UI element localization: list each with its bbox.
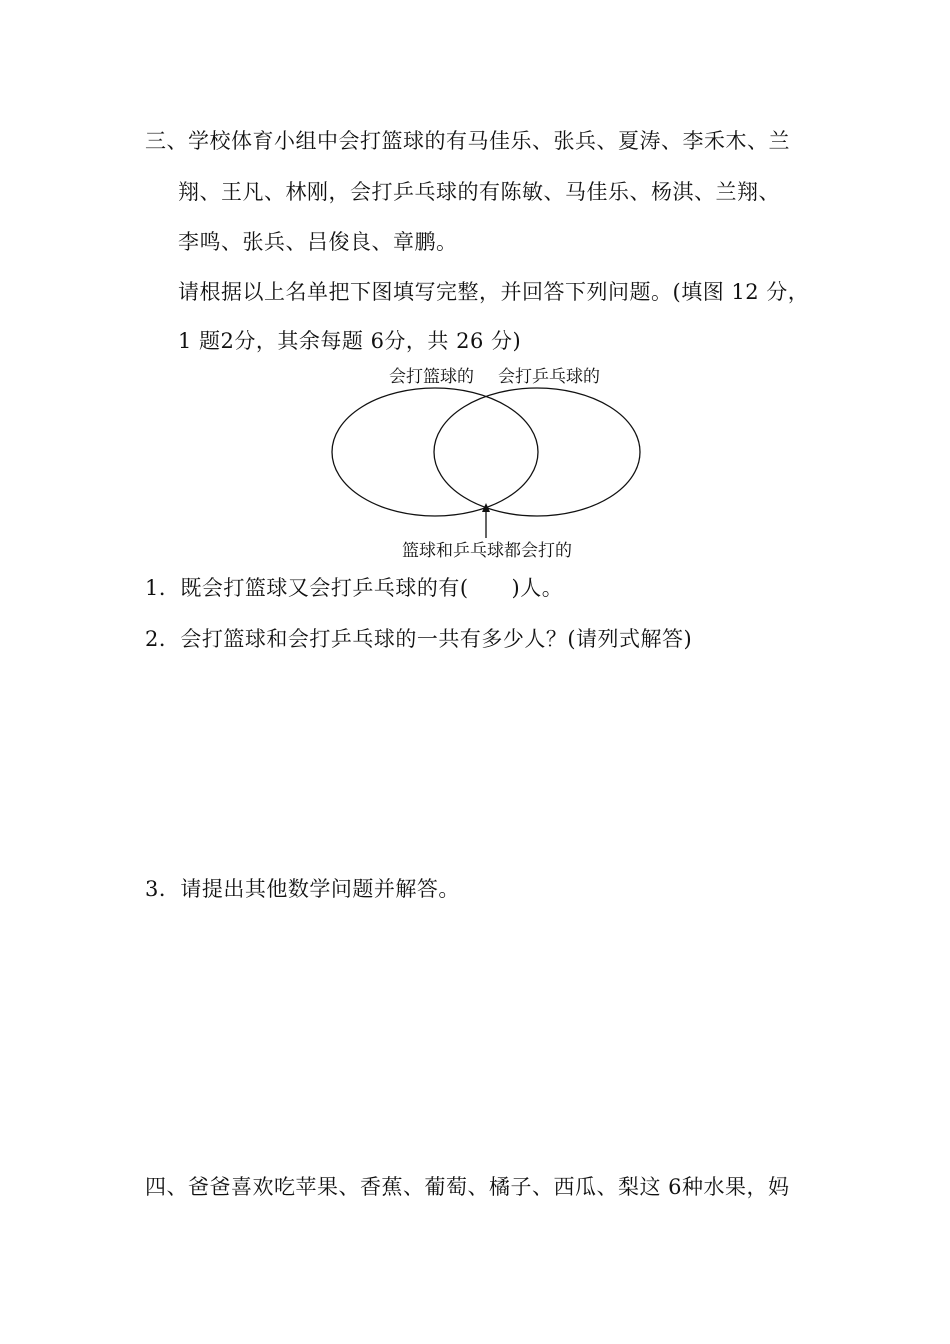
venn-label-pingpong: 会打乒乓球的: [498, 367, 600, 387]
venn-arrowhead: [482, 503, 490, 512]
section3-line1: 三、学校体育小组中会打篮球的有马佳乐、张兵、夏涛、李禾木、兰: [145, 129, 790, 153]
section3-score-note: 1 题2分，其余每题 6分，共 26 分): [178, 329, 522, 353]
section4-line1: 四、爸爸喜欢吃苹果、香蕉、葡萄、橘子、西瓜、梨这 6种水果，妈: [145, 1175, 790, 1199]
venn-circle-pingpong: [434, 388, 640, 516]
section3-line2: 翔、王凡、林刚，会打乒乓球的有陈敏、马佳乐、杨淇、兰翔、: [178, 180, 780, 204]
question-2: 2．会打篮球和会打乒乓球的一共有多少人？(请列式解答): [145, 627, 693, 651]
venn-circle-basketball: [332, 388, 538, 516]
section3-line3: 李鸣、张兵、吕俊良、章鹏。: [178, 230, 458, 254]
question-3: 3．请提出其他数学问题并解答。: [145, 877, 460, 901]
venn-label-both: 篮球和乒乓球都会打的: [402, 541, 572, 561]
section3-instruction: 请根据以上名单把下图填写完整，并回答下列问题。(填图 12 分，: [178, 280, 810, 304]
venn-diagram: [320, 360, 660, 570]
question-1: 1．既会打篮球又会打乒乓球的有( )人。: [145, 576, 564, 600]
venn-label-basketball: 会打篮球的: [389, 367, 474, 387]
